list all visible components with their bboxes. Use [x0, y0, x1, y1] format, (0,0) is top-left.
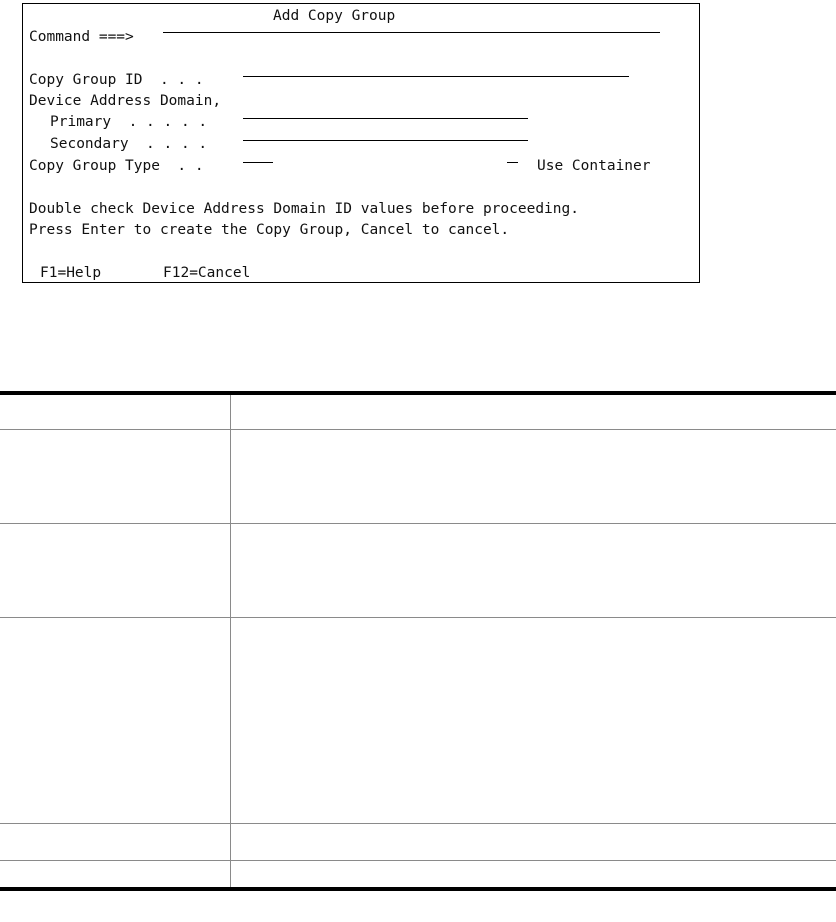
primary-label: Primary . . . . .	[50, 114, 208, 130]
table-row-divider	[0, 823, 836, 824]
table-row-divider	[0, 429, 836, 430]
secondary-label: Secondary . . . .	[50, 136, 208, 152]
command-input[interactable]	[163, 32, 660, 33]
message-line-2: Press Enter to create the Copy Group, Cancel to cancel.	[29, 222, 510, 238]
device-address-domain-label: Device Address Domain,	[29, 93, 222, 109]
table-row-divider	[0, 523, 836, 524]
table-top-rule	[0, 391, 836, 395]
table-row-divider	[0, 617, 836, 618]
primary-input[interactable]	[243, 118, 528, 119]
copy-group-id-input[interactable]	[243, 76, 629, 77]
table-bottom-rule	[0, 887, 836, 891]
use-container-label: Use Container	[537, 158, 651, 174]
use-container-input[interactable]	[507, 162, 518, 163]
secondary-input[interactable]	[243, 140, 528, 141]
copy-group-type-input[interactable]	[243, 162, 273, 163]
table-row-divider	[0, 860, 836, 861]
f12-cancel-key[interactable]: F12=Cancel	[163, 265, 251, 281]
copy-group-type-label: Copy Group Type . .	[29, 158, 204, 174]
command-label: Command ===>	[29, 29, 134, 45]
table-column-divider	[230, 395, 231, 887]
add-copy-group-panel	[22, 3, 700, 283]
f1-help-key[interactable]: F1=Help	[40, 265, 102, 281]
message-line-1: Double check Device Address Domain ID values before proceeding.	[29, 201, 579, 217]
copy-group-id-label: Copy Group ID . . .	[29, 72, 204, 88]
panel-title: Add Copy Group	[273, 8, 396, 24]
